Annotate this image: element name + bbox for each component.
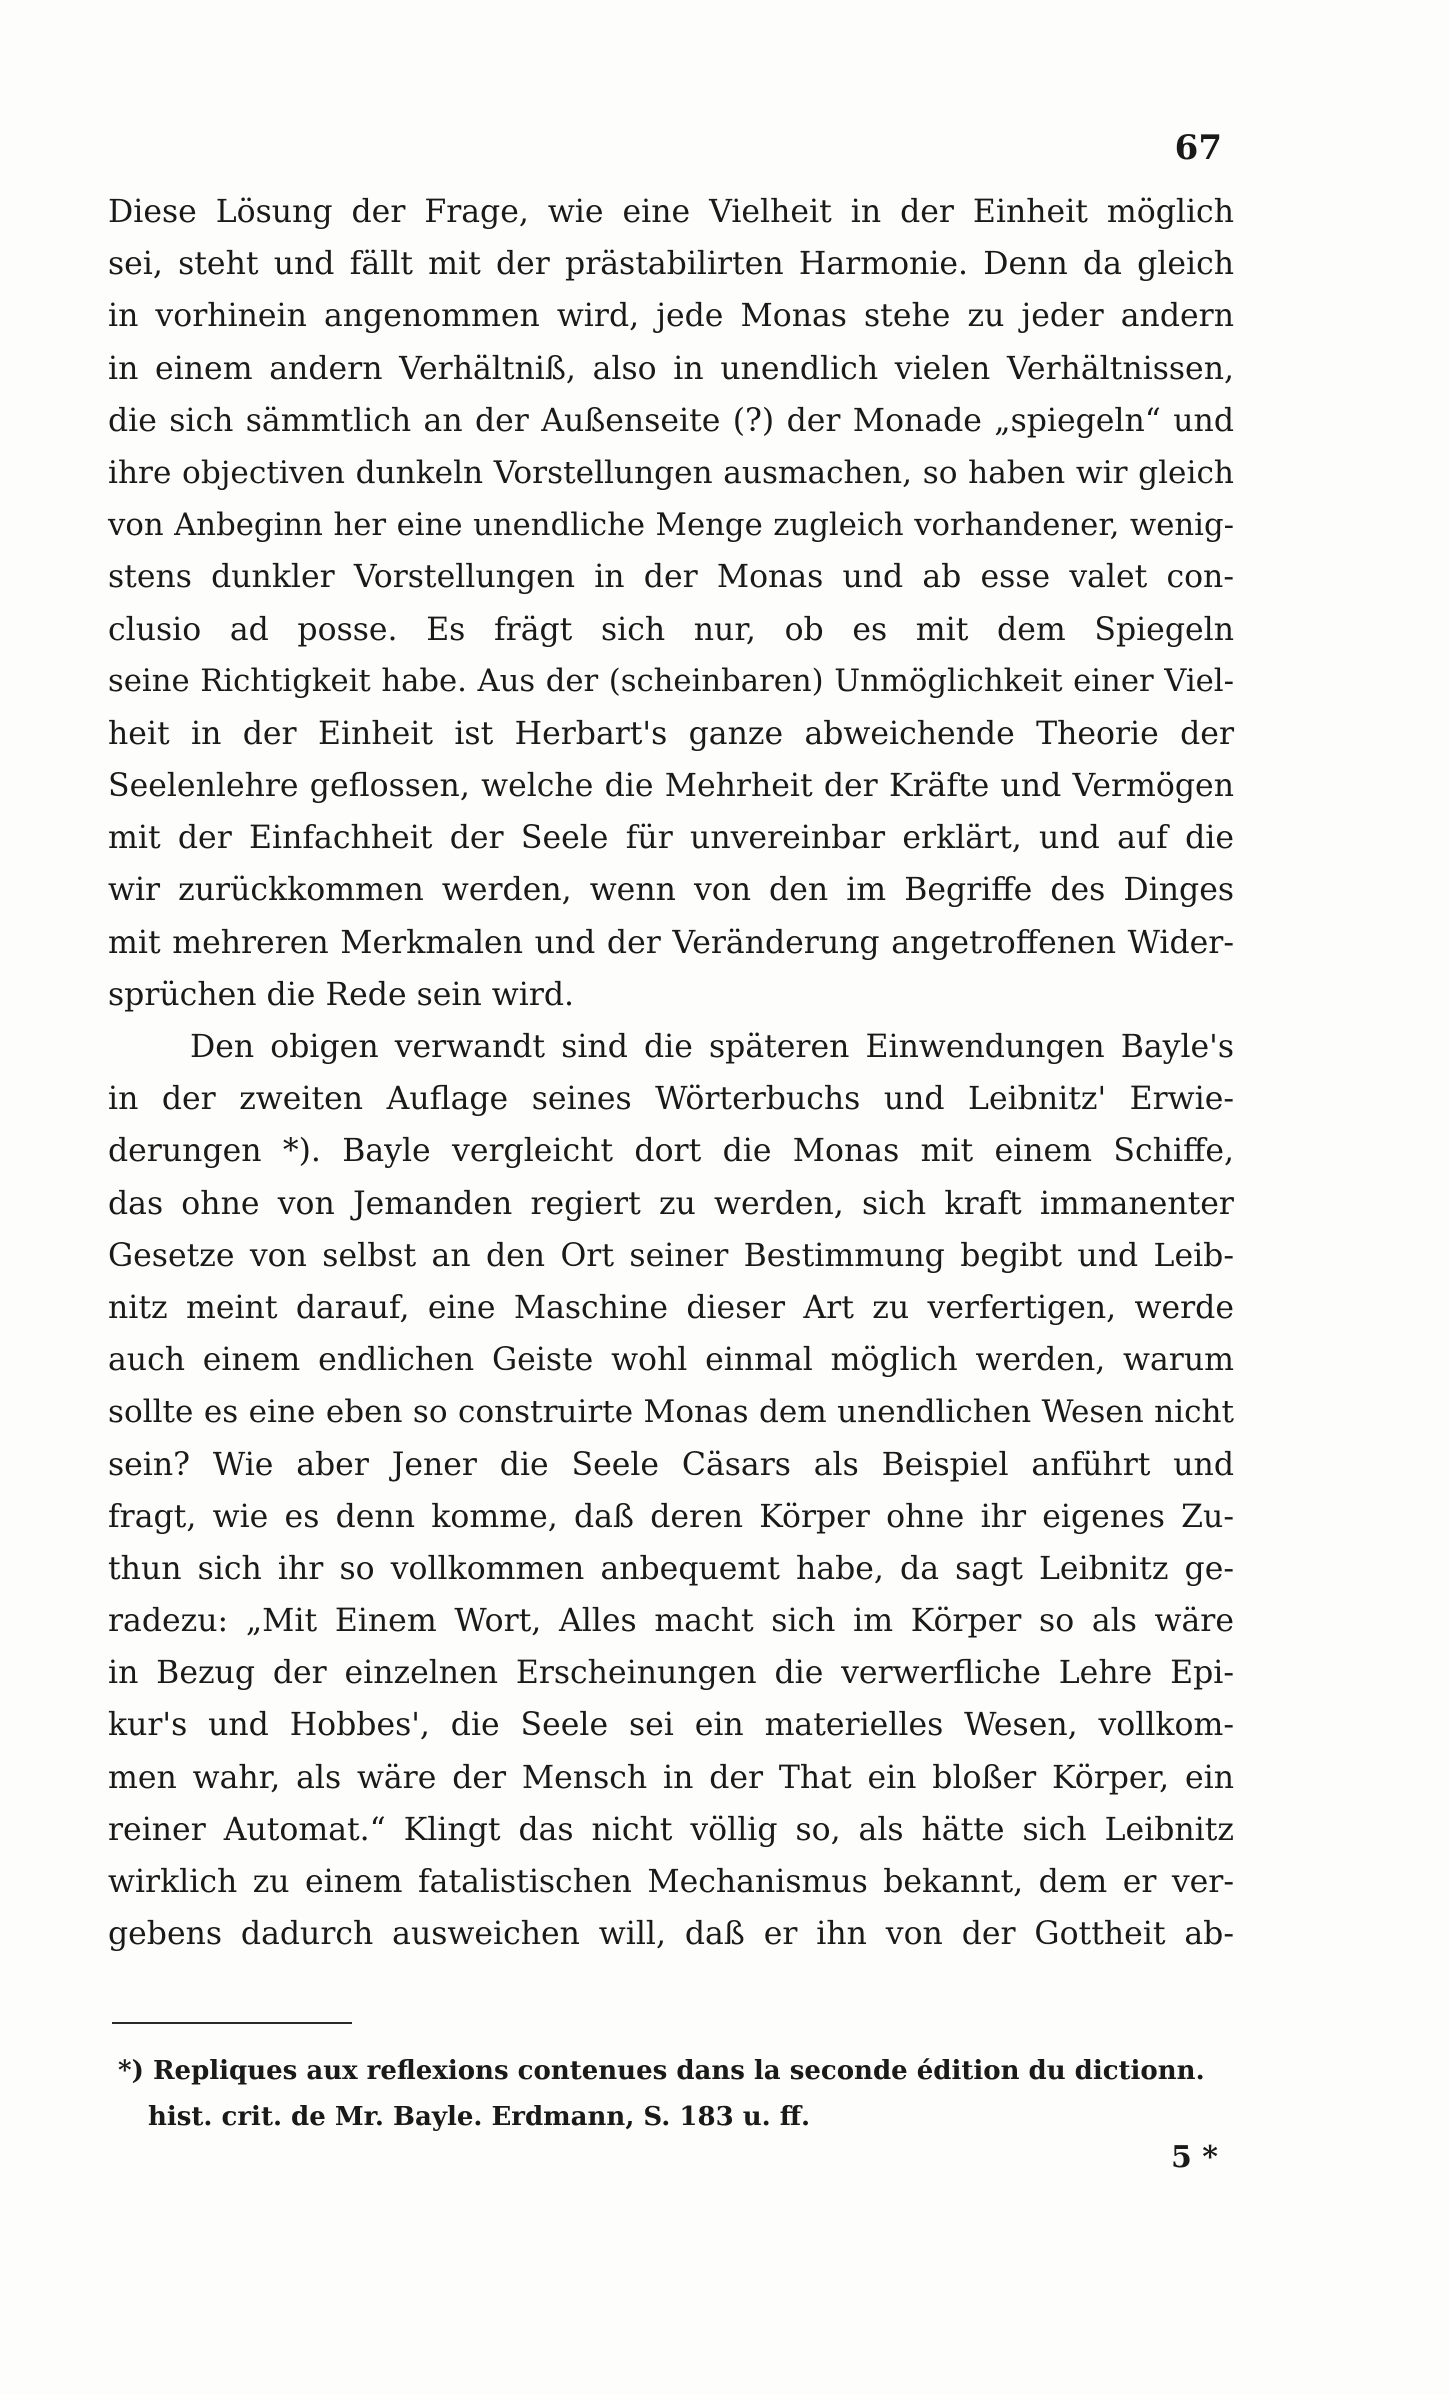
text-line: clusio ad posse. Es frägt sich nur, ob es mit dem Spiegeln	[108, 611, 1234, 648]
text-line: thun sich ihr so vollkommen anbequemt habe, da sagt Leibnitz ge-	[108, 1550, 1234, 1587]
text-line: stens dunkler Vorstellungen in der Monas und ab esse valet con-	[108, 559, 1234, 596]
text-line: heit in der Einheit ist Herbart's ganze abweichende Theorie der	[108, 715, 1234, 752]
footnote	[118, 2048, 1228, 2140]
text-line: in einem andern Verhältniß, also in unendlich vielen Verhältnissen,	[108, 350, 1234, 387]
text-line: Gesetze von selbst an den Ort seiner Bestimmung begibt und Leib-	[108, 1237, 1234, 1274]
text-line: auch einem endlichen Geiste wohl einmal möglich werden, warum	[108, 1342, 1234, 1379]
text-line: in Bezug der einzelnen Erscheinungen die verwerfliche Lehre Epi-	[108, 1655, 1234, 1692]
text-line: in der zweiten Auflage seines Wörterbuchs und Leibnitz' Erwie-	[108, 1081, 1234, 1118]
text-line: sollte es eine eben so construirte Monas dem unendlichen Wesen nicht	[108, 1394, 1234, 1431]
body-text	[108, 186, 1234, 1960]
text-line: reiner Automat.“ Klingt das nicht völlig so, als hätte sich Leibnitz	[108, 1811, 1234, 1848]
text-line: sei, steht und fällt mit der prästabilirten Harmonie. Denn da gleich	[108, 246, 1234, 283]
text-line: wirklich zu einem fatalistischen Mechanismus bekannt, dem er ver-	[108, 1864, 1234, 1900]
text-line: von Anbeginn her eine unendliche Menge zugleich vorhandener, wenig-	[108, 507, 1234, 544]
text-line: mit der Einfachheit der Seele für unvereinbar erklärt, und auf die	[108, 820, 1234, 857]
text-line: kur's und Hobbes', die Seele sei ein materielles Wesen, vollkom-	[108, 1707, 1234, 1744]
text-line: derungen *). Bayle vergleicht dort die Monas mit einem Schiffe,	[108, 1133, 1234, 1170]
footnote-divider	[112, 2022, 352, 2024]
text-line: nitz meint darauf, eine Maschine dieser Art zu verfertigen, werde	[108, 1289, 1234, 1326]
text-line: fragt, wie es denn komme, daß deren Körper ohne ihr eigenes Zu-	[108, 1498, 1234, 1535]
text-line: ihre objectiven dunkeln Vorstellungen ausmachen, so haben wir gleich	[108, 454, 1234, 491]
signature-mark: 5 *	[1170, 2140, 1218, 2175]
footnote-line: *) Repliques aux reflexions contenues dans la seconde édition du dictionn.	[118, 2056, 1205, 2086]
text-line: men wahr, als wäre der Mensch in der That ein bloßer Körper, ein	[108, 1759, 1234, 1796]
text-line: Seelenlehre geflossen, welche die Mehrheit der Kräfte und Vermögen	[108, 768, 1234, 805]
text-line: mit mehreren Merkmalen und der Veränderung angetroffenen Wider-	[108, 924, 1234, 961]
text-line: die sich sämmtlich an der Außenseite (?) der Monade „spiegeln“ und	[108, 402, 1234, 439]
text-line: sprüchen die Rede sein wird.	[108, 976, 575, 1013]
text-line: Diese Lösung der Frage, wie eine Vielheit in der Einheit möglich	[108, 194, 1234, 230]
text-line: gebens dadurch ausweichen will, daß er ihn von der Gottheit ab-	[108, 1916, 1234, 1953]
text-line: sein? Wie aber Jener die Seele Cäsars als Beispiel anführt und	[108, 1446, 1234, 1483]
text-line: in vorhinein angenommen wird, jede Monas stehe zu jeder andern	[108, 298, 1234, 335]
paragraph-start-line: Den obigen verwandt sind die späteren Einwendungen Bayle's	[190, 1029, 1234, 1065]
text-line: seine Richtigkeit habe. Aus der (scheinbaren) Unmöglichkeit einer Viel-	[108, 663, 1234, 699]
text-line: wir zurückkommen werden, wenn von den im Begriffe des Dinges	[108, 872, 1234, 909]
footnote-line: hist. crit. de Mr. Bayle. Erdmann, S. 183 u. ff.	[148, 2102, 811, 2132]
page-number: 67	[1174, 128, 1222, 168]
text-line: radezu: „Mit Einem Wort, Alles macht sich im Körper so als wäre	[108, 1603, 1234, 1640]
text-line: das ohne von Jemanden regiert zu werden, sich kraft immanenter	[108, 1185, 1234, 1222]
